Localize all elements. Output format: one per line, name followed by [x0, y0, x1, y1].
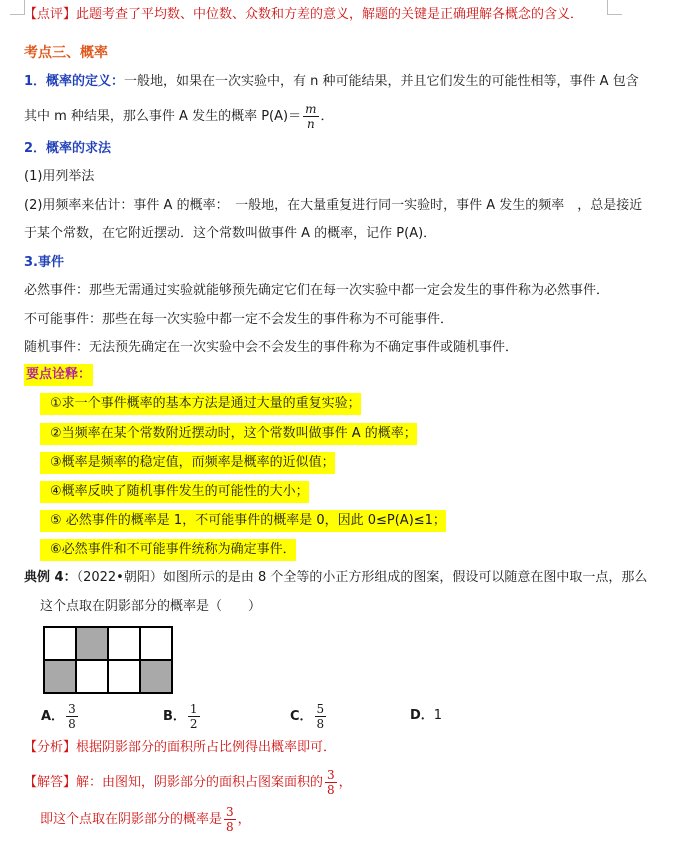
answer-tail-1: ，: [338, 775, 352, 790]
page-corner-mark: [607, 0, 622, 15]
option-a-numerator: 3: [68, 702, 76, 716]
page-corner-mark: [10, 0, 25, 15]
random-event-text: 随机事件：无法预先确定在一次实验中会不会发生的事件称为不确定事件或随机事件．: [24, 340, 519, 355]
definition-text-b: 其中 m 种结果，那么事件 A 发生的概率 P(A)＝: [24, 109, 302, 124]
definition-tail: ．: [320, 109, 334, 124]
key-point-2: ②当频率在某个常数附近摆动时，这个常数叫做事件 A 的概率；: [40, 423, 417, 445]
option-b-letter: B．: [163, 709, 186, 724]
answer-denominator-1: 8: [327, 783, 335, 797]
key-point-1: ①求一个事件概率的基本方法是通过大量的重复实验；: [40, 393, 361, 415]
impossible-event-text: 不可能事件：那些在每一次实验中都一定不会发生的事件称为不可能事件．: [24, 312, 454, 327]
square-pattern-figure: [43, 626, 173, 694]
answer-text-2: 即这个点取在阴影部分的概率是: [40, 812, 223, 827]
example-label: 典例 4：: [24, 570, 77, 585]
option-c-fraction: [315, 702, 327, 731]
key-point-5: ⑤ 必然事件的概率是 1，不可能事件的概率是 0，因此 0≤P(A)≤1；: [40, 510, 446, 532]
option-b-numerator: 1: [189, 702, 198, 716]
example-text-1: （2022•朝阳）如图所示的是由 8 个全等的小正方形组成的图案，假设可以随意在图中取一点，那么: [76, 570, 648, 585]
section-title: 考点三、概率: [24, 45, 108, 61]
key-point-3: ③概率是频率的稳定值，而频率是概率的近似值；: [40, 452, 335, 474]
fraction-numerator: m: [305, 102, 317, 116]
answer-fraction-2: [224, 805, 236, 834]
option-a-letter: A．: [41, 709, 65, 724]
blank-square: [108, 660, 140, 693]
option-b-denominator: 2: [189, 717, 198, 731]
option-b[interactable]: [163, 702, 202, 731]
option-d[interactable]: [410, 705, 442, 727]
option-b-fraction: [188, 702, 200, 731]
answer-fraction-1: [325, 768, 337, 797]
method-2-line-a: (2)用频率来估计：事件 A 的概率： 一般地，在大量重复进行同一实验时，事件 A 发生的频率 ，总是接近: [24, 198, 643, 213]
option-a[interactable]: [41, 702, 80, 731]
answer-line-2: [40, 803, 251, 837]
option-c[interactable]: [290, 702, 328, 731]
answer-denominator-2: 8: [226, 820, 234, 834]
option-c-letter: C．: [290, 709, 313, 724]
option-a-denominator: 8: [68, 717, 76, 731]
analysis-line: 【分析】根据阴影部分的面积所占比例得出概率即可．: [24, 740, 337, 755]
comment-line: 【点评】此题考查了平均数、中位数、众数和方差的意义，解题的关键是正确理解各概念的含义．: [24, 7, 584, 22]
key-points-title: 要点诠释：: [24, 364, 93, 386]
fraction-denominator: n: [306, 117, 315, 131]
events-label: 3.事件: [24, 255, 64, 270]
option-d-value: 1: [433, 708, 443, 723]
option-c-denominator: 8: [316, 717, 325, 731]
definition-line-2: [24, 100, 334, 134]
key-point-4: ④概率反映了随机事件发生的可能性的大小；: [40, 481, 309, 503]
shaded-square: [76, 627, 108, 660]
option-d-letter: D．: [410, 708, 434, 723]
blank-square: [108, 627, 140, 660]
method-2-line-b: 于某个常数，在它附近摆动．这个常数叫做事件 A 的概率，记作 P(A)．: [24, 226, 437, 241]
option-c-numerator: 5: [316, 702, 325, 716]
certain-event-text: 必然事件：那些无需通过实验就能够预先确定它们在每一次实验中都一定会发生的事件称为必然事件．: [24, 283, 610, 298]
answer-numerator-1: 3: [327, 768, 335, 782]
answer-text-1: 【解答】解：由图知，阴影部分的面积占图案面积的: [24, 775, 324, 790]
answer-line-1: [24, 766, 352, 800]
example-line-1: [24, 568, 647, 588]
definition-line-1: [24, 72, 639, 92]
blank-square: [76, 660, 108, 693]
blank-square: [140, 627, 172, 660]
definition-label: 1．概率的定义：: [24, 74, 125, 89]
definition-text-a: 一般地，如果在一次实验中，有 n 种可能结果，并且它们发生的可能性相等，事件 A 包含: [124, 74, 639, 89]
answer-tail-2: ，: [237, 812, 251, 827]
method-1: (1)用列举法: [24, 169, 95, 184]
shaded-square: [44, 660, 76, 693]
shaded-square: [140, 660, 172, 693]
blank-square: [44, 627, 76, 660]
example-line-2: 这个点取在阴影部分的概率是（ ）: [40, 599, 262, 614]
answer-numerator-2: 3: [226, 805, 234, 819]
methods-label: 2．概率的求法: [24, 141, 112, 156]
probability-fraction: [303, 102, 318, 131]
option-a-fraction: [66, 702, 78, 731]
key-point-6: ⑥必然事件和不可能事件统称为确定事件．: [40, 539, 296, 561]
